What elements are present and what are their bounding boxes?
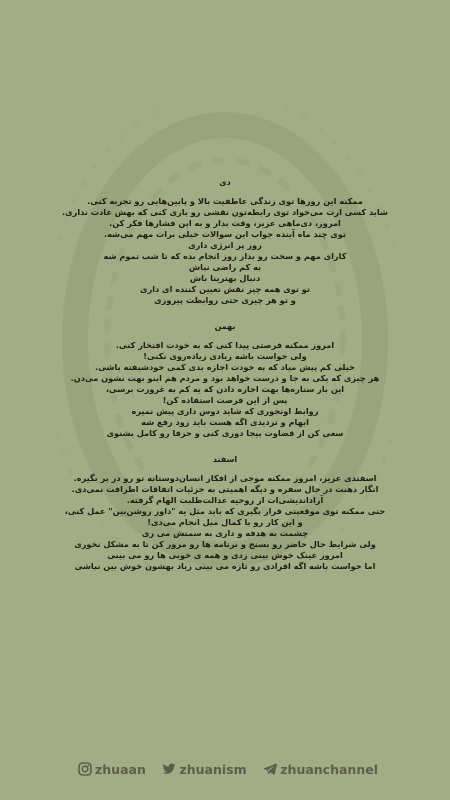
text-line: ممکنه این روزها توی زندگی عاطفیت بالا و پایین‌هایی رو تجربه کنی. <box>87 196 363 206</box>
twitter-icon <box>162 762 176 776</box>
section-title: بهمن <box>214 322 236 331</box>
telegram-handle: zhuanchannel <box>280 761 378 777</box>
text-line: و تو هر چیزی حتی روابطت پیروزی <box>154 295 296 305</box>
text-line: چشمت به هدفه و داری به سمتش می ری <box>141 528 309 538</box>
text-line: امروز عینک خوش بینی زدی و همه ی خوبی ها رو می بینی <box>107 550 343 560</box>
text-line: این بار ستاره‌ها بهت اجازه دادن که یه کم به غرورت برسی، <box>105 384 345 394</box>
text-line: آزاداندیشی‌ات از روحیه عدالت‌طلبت الهام گرفته. <box>126 495 324 505</box>
text-line: و این کار رو با کمال میل انجام می‌دی! <box>147 517 303 527</box>
text-line: اسفندی عزیز، امروز ممکنه موجی از افکار انسان‌دوستانه تو رو در بر بگیره. <box>73 473 377 483</box>
text-line: تو توی همه چیز نقش تعیین کننده ای داری <box>139 284 311 294</box>
text-line: هر چیزی که یکی به جا و درست خواهد بود و مردم هم اینو بهت نشون می‌دن. <box>70 373 380 383</box>
twitter-handle: zhuanism <box>179 761 247 777</box>
text-line: توی چند ماه آینده جواب این سوالات خیلی برات مهم می‌شه. <box>103 229 347 239</box>
social-footer <box>78 757 378 781</box>
text-line: شاید کسی ازت می‌خواد توی رابطه‌تون نقشی رو بازی کنی که بهش عادت نداری. <box>62 207 388 217</box>
text-line: سعی کن از قضاوت بیجا دوری کنی و حرفا رو کامل بشنوی <box>106 428 344 438</box>
telegram-icon <box>263 762 277 776</box>
text-line: امروز ممکنه فرصتی پیدا کنی که به خودت افتخار کنی. <box>115 340 335 350</box>
section-dey <box>0 178 450 306</box>
instagram-icon <box>78 762 92 776</box>
instagram-handle: zhuaan <box>95 761 146 777</box>
text-line: ولی شرایط حال حاضر رو بسنج و برنامه ها رو مرور کن تا به مشکل نخوری <box>74 539 376 549</box>
telegram-link[interactable] <box>263 762 378 777</box>
text-line: به کم راضی نباش <box>188 262 262 272</box>
text-line: خیلی کم پیش میاد که به خودت اجازه بدی کمی خودشیفته باشی. <box>95 362 355 372</box>
section-bahman <box>0 322 450 439</box>
text-line: پس از این فرصت استفاده کن! <box>162 395 288 405</box>
text-line: دنبال بهترینا باش <box>189 273 261 283</box>
section-title: دی <box>219 178 231 187</box>
text-line: اما حواست باشه اگه افرادی رو تازه می بینی زیاد بهشون خوش بین نباشی <box>74 561 376 571</box>
section-title: اسفند <box>212 455 238 464</box>
text-line: روز پر انرژی داری <box>188 240 262 250</box>
text-line: ابهام و تردیدی اگه هست باید زود رفع شه <box>141 417 309 427</box>
text-line: روابط اونجوری که شاید دوس داری پیش نمیره <box>131 406 319 416</box>
text-line: حتی ممکنه توی موقعیتی قرار بگیری که باید مثل یه "داور روشن‌بین" عمل کنی، <box>64 506 386 516</box>
horoscope-content <box>0 178 450 588</box>
text-line: امروز، دی‌ماهی عزیز، وقت بذار و به این فشارها فکر کن. <box>109 218 341 228</box>
text-line: انگار ذهنت در حال سفره و دیگه اهمیتی به جزئیات اتفاقات اطرافت نمی‌دی. <box>71 484 379 494</box>
instagram-link[interactable] <box>78 762 146 777</box>
twitter-link[interactable] <box>162 762 246 777</box>
section-esfand <box>0 455 450 572</box>
text-line: کارای مهم و سخت رو بذار روز انجام بده که تا شب تموم شه <box>103 251 347 261</box>
text-line: ولی حواست باشه زیادی زیاده‌روی نکنی! <box>143 351 307 361</box>
